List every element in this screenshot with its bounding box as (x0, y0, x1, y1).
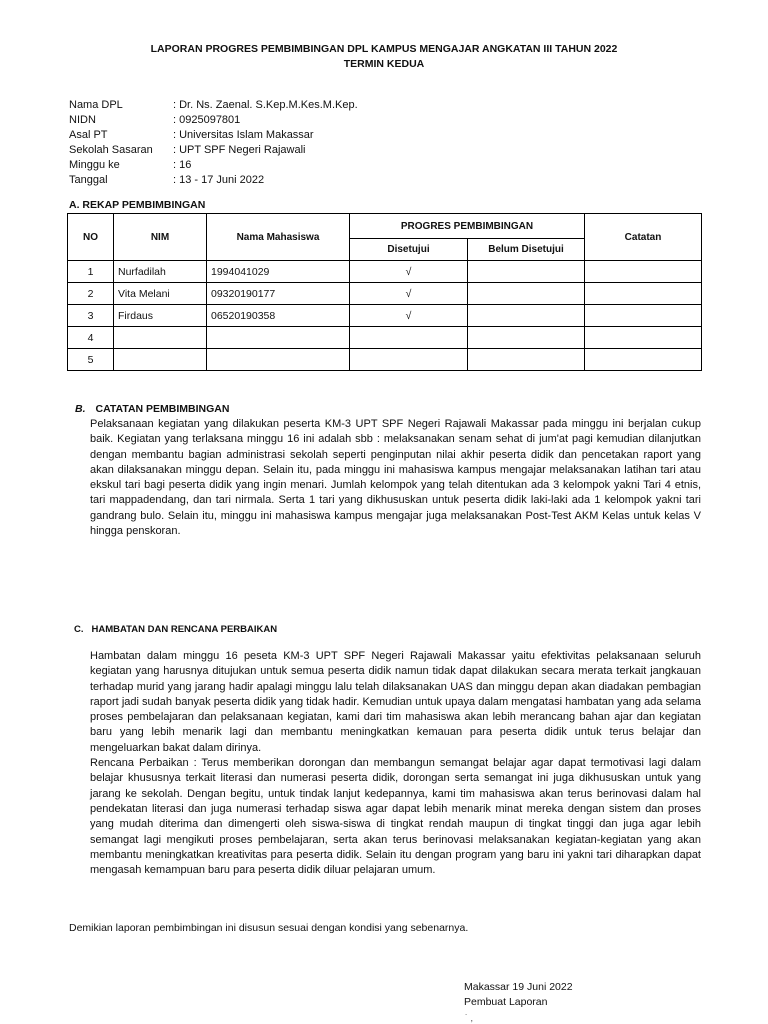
cell-belum (468, 283, 585, 305)
signature-mark-icon: ˙ , (465, 1013, 473, 1023)
cell-belum (468, 349, 585, 371)
cell-catatan (585, 261, 702, 283)
info-row-minggu-ke (69, 158, 358, 173)
cell-nim: Vita Melani (114, 283, 207, 305)
cell-no: 4 (68, 327, 114, 349)
cell-no: 5 (68, 349, 114, 371)
cell-belum (468, 305, 585, 327)
info-row-tanggal (69, 173, 358, 188)
hambatan-paragraph: Hambatan dalam minggu 16 peseta KM-3 UPT SPF Negeri Rajawali Makassar yaitu efektivitas pelaksanaan seluruh kegiatan yang harusnya ditujukan untuk semua peserta didik namun tidak dapat dilakukan secara merata terkait jangkauan terhadap murid yang jarang hadir apalagi minggu lalu telah dilaksanakan UAS dan minggu depan akan diadakan pembagian raport jadi sudah banyak peserta didik yang tidak hadir. Kemudian untuk upaya dalam mengatasi hambatan yang ada selama proses pembelajaran dan pelaksanaan kegiatan, kami dari tim mahasiswa akan lebih merancang bahan ajar dan kegiatan baru yang lebih menarik lagi dan membantu meningkatkan kemauan para peserta didik untuk terus belajar dan mengeluarkan bakat dalam dirinya. (90, 650, 701, 754)
info-value: : 0925097801 (173, 114, 241, 126)
table-row (68, 349, 702, 371)
cell-catatan (585, 349, 702, 371)
section-letter: B. (75, 403, 86, 415)
info-label: Tanggal (69, 174, 108, 186)
cell-catatan (585, 305, 702, 327)
cell-belum (468, 261, 585, 283)
cell-nama (207, 327, 350, 349)
info-value: : 13 - 17 Juni 2022 (173, 174, 265, 186)
section-letter: C. (74, 624, 84, 635)
cell-disetujui: √ (350, 261, 468, 283)
header-catatan: Catatan (585, 214, 702, 261)
cell-catatan (585, 327, 702, 349)
info-value: : Universitas Islam Makassar (173, 129, 314, 141)
cell-nim: Nurfadilah (114, 261, 207, 283)
header-nama-mahasiswa: Nama Mahasiswa (207, 214, 350, 261)
title-line-2: TERMIN KEDUA (343, 58, 425, 70)
cell-catatan (585, 283, 702, 305)
signature-block (464, 980, 573, 1010)
hambatan-block (90, 649, 701, 878)
info-value: : UPT SPF Negeri Rajawali (173, 144, 306, 156)
info-label: Nama DPL (69, 99, 123, 111)
header-disetujui: Disetujui (350, 239, 468, 261)
section-c-heading (74, 624, 277, 635)
cell-no: 2 (68, 283, 114, 305)
section-title: REKAP PEMBIMBINGAN (82, 199, 206, 211)
info-row-asal-pt (69, 128, 358, 143)
cell-nama: 1994041029 (207, 261, 350, 283)
title-line-1: LAPORAN PROGRES PEMBIMBINGAN DPL KAMPUS MENGAJAR ANGKATAN III TAHUN 2022 (150, 43, 618, 55)
rencana-perbaikan-paragraph: Rencana Perbaikan : Terus memberikan dorongan dan membangun semangat belajar agar dapat termotivasi lagi dalam belajar khususnya terkait literasi dan numerasi peserta didik, dorongan serta semangat ini juga dikhususkan untuk yang jarang ke sekolah. Dengan begitu, untuk tindak lanjut kedepannya, kami tim mahasiswa akan terus berinovasi dalam hal pendekatan literasi dan juga numerasi terhadap siswa agar dapat lebih menarik minat mereka dengan sistem dan proses yang mudah diterima dan dimengerti oleh siswa-siswa di tingkat rendah maupun di tingkat tinggi dan juga agar lebih semangat lagi mengikuti proses pembelajaran, serta akan terus berinovasi melaksanakan kegiatan-kegiatan yang akan membantu meningkatkan kreativitas para peserta didik. Selain itu dengan program yang baru ini yakni tari diharapkan dapat mengasah kemampuan baru para peserta didik diluar pelajaran umum. (90, 757, 701, 877)
cell-no: 1 (68, 261, 114, 283)
header-progres: PROGRES PEMBIMBINGAN (350, 214, 585, 239)
header-no: NO (68, 214, 114, 261)
table-row (68, 327, 702, 349)
info-row-sekolah-sasaran (69, 143, 358, 158)
cell-belum (468, 327, 585, 349)
cell-disetujui: √ (350, 305, 468, 327)
info-label: Asal PT (69, 129, 108, 141)
signature-place-date: Makassar 19 Juni 2022 (464, 981, 573, 993)
cell-disetujui: √ (350, 283, 468, 305)
cell-nim (114, 327, 207, 349)
table-row (68, 261, 702, 283)
table-header-row (68, 214, 702, 239)
rekap-table (67, 213, 702, 371)
cell-disetujui (350, 327, 468, 349)
info-row-nidn (69, 113, 358, 128)
table-row (68, 283, 702, 305)
catatan-paragraph: Pelaksanaan kegiatan yang dilakukan peserta KM-3 UPT SPF Negeri Rajawali Makassar pada minggu ini berjalan cukup baik. Kegiatan yang terlaksana minggu 16 ini adalah sbb : melaksanakan senam sehat di jum'at pagi kemudian dilanjutkan dengan membantu bagian administrasi sekolah seperti penginputan nilai akhir peserta didik dan pencetakan raport yang akan dilaksanakan minggu depan. Selain itu, pada minggu ini mahasiswa kampus mengajar melaksanakan latihan tari atau ekskul tari bagi peserta didik yang ingin menari. Jumlah kelompok yang telah ditentukan ada 3 kelompok yakni Tari 4 etnis, tari mappadendang, dan tari nirmala. Serta 1 tari yang dikhususkan untuk peserta didik laki-laki ada 1 kelompok yakni tari gandrang bulo. Selain itu, minggu ini mahasiswa kampus mengajar juga melaksanakan Post-Test AKM Kelas untuk kelas V hingga penskoran. (90, 418, 701, 538)
section-title: HAMBATAN DAN RENCANA PERBAIKAN (91, 624, 278, 635)
cell-disetujui (350, 349, 468, 371)
document-title (0, 42, 768, 72)
info-value: : 16 (173, 159, 192, 171)
section-title: CATATAN PEMBIMBINGAN (95, 403, 230, 415)
info-label: NIDN (69, 114, 96, 126)
section-a-heading (69, 199, 205, 211)
header-nim: NIM (114, 214, 207, 261)
table-row (68, 305, 702, 327)
info-label: Sekolah Sasaran (69, 144, 153, 156)
cell-nim: Firdaus (114, 305, 207, 327)
cell-nim (114, 349, 207, 371)
cell-nama (207, 349, 350, 371)
closing-statement: Demikian laporan pembimbingan ini disusun sesuai dengan kondisi yang sebenarnya. (69, 922, 469, 934)
section-letter: A. (69, 199, 80, 211)
info-row-nama-dpl (69, 98, 358, 113)
cell-nama: 06520190358 (207, 305, 350, 327)
cell-no: 3 (68, 305, 114, 327)
signature-role: Pembuat Laporan (464, 996, 548, 1008)
section-b-heading (75, 403, 229, 415)
cell-nama: 09320190177 (207, 283, 350, 305)
info-label: Minggu ke (69, 159, 120, 171)
identity-block (69, 98, 358, 188)
info-value: : Dr. Ns. Zaenal. S.Kep.M.Kes.M.Kep. (173, 99, 358, 111)
header-belum-disetujui: Belum Disetujui (468, 239, 585, 261)
